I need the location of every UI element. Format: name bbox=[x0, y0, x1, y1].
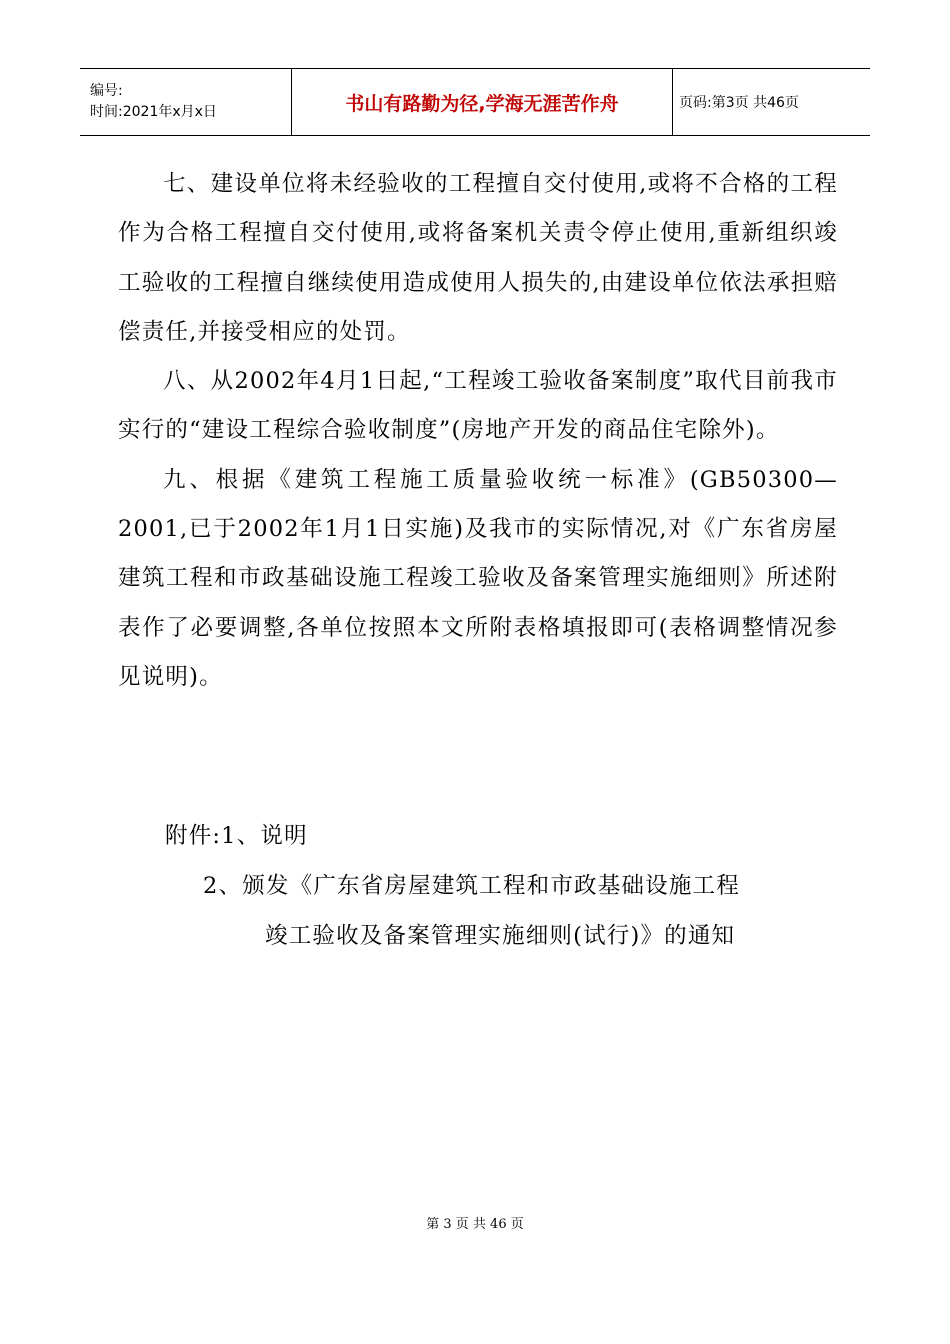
footer-page-number: 第 3 页 共 46 页 bbox=[426, 1217, 524, 1232]
motto-text: 书山有路勤为径,学海无涯苦作舟 bbox=[345, 92, 619, 115]
paragraph-9: 九、根据《建筑工程施工质量验收统一标准》(GB50300—2001,已于2002年1月1日实施)及我市的实际情况,对《广东省房屋建筑工程和市政基础设施工程竣工验收及备案管理实施细则》所述附表作了必要调整,各单位按照本文所附表格填报即可(表格调整情况参见说明)。 bbox=[118, 466, 838, 690]
page-footer bbox=[0, 1213, 950, 1232]
page-header bbox=[80, 68, 870, 136]
number-label: 编号: bbox=[90, 83, 123, 99]
header-meta-cell bbox=[80, 69, 292, 136]
header-page-cell bbox=[673, 69, 871, 136]
attachment-item-2-line-1: 2、颁发《广东省房屋建筑工程和市政基础设施工程 bbox=[203, 873, 740, 899]
header-page-info: 页码:第3页 共46页 bbox=[679, 95, 799, 111]
paragraph-8: 八、从2002年4月1日起,“工程竣工验收备案制度”取代目前我市实行的“建设工程综合验收制度”(房地产开发的商品住宅除外)。 bbox=[118, 368, 838, 444]
header-motto-cell bbox=[292, 69, 673, 136]
time-label: 时间:2021年x月x日 bbox=[90, 104, 217, 120]
document-body bbox=[118, 160, 838, 702]
paragraph-7: 七、建设单位将未经验收的工程擅自交付使用,或将不合格的工程作为合格工程擅自交付使用,或将备案机关责令停止使用,重新组织竣工验收的工程擅自继续使用造成使用人损失的,由建设单位依法承担赔偿责任,并接受相应的处罚。 bbox=[118, 171, 838, 345]
attachment-item-2-line-2: 竣工验收及备案管理实施细则(试行)》的通知 bbox=[265, 923, 736, 949]
attachment-label: 附件:1、说明 bbox=[165, 823, 308, 849]
